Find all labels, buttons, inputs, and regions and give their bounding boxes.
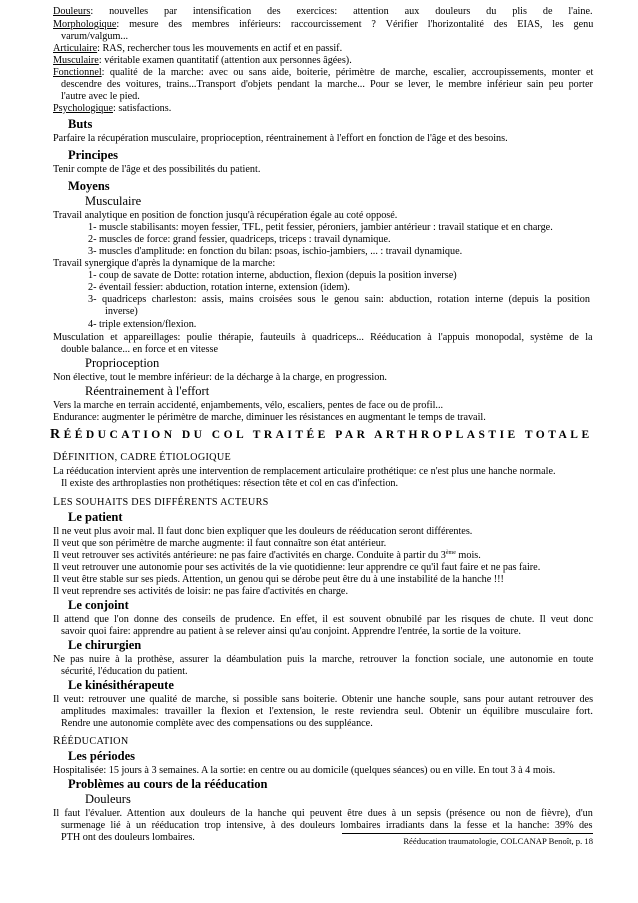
line-text: 2- éventail fessier: abduction, rotation interne, extension (idem).: [88, 282, 350, 293]
heading-initial: L: [53, 496, 61, 508]
line-text: Il veut reprendre ses activités de loisir: ne pas faire d'activités en charge.: [53, 586, 348, 597]
line-text: varum/valgum...: [61, 31, 129, 42]
subsection-heading: Musculaire: [85, 194, 142, 208]
body-line: [53, 538, 386, 550]
line-text: 1- coup de savate de Dotte: rotation interne, abduction, flexion (depuis la position inverse): [88, 270, 457, 281]
body-line: [61, 820, 593, 832]
section-heading: Le conjoint: [68, 598, 129, 612]
superscript: ème: [445, 550, 456, 556]
body-line: [53, 412, 486, 424]
line-text: sécurité, l'éducation du patient.: [61, 666, 188, 677]
part-heading: [53, 451, 231, 464]
line-text: savoir quoi faire: apprendre au patient à se relever ainsi qu'au conjoint. Apprendre l'entrée, la sortie de la voiture.: [61, 626, 521, 637]
line-text: La rééducation intervient après une intervention de remplacement articulaire prothétique: ce n'est plus une hanche normale.: [53, 466, 556, 477]
line-text: 2- muscles de force: grand fessier, quadriceps, triceps : travail dynamique.: [88, 234, 391, 245]
body-line: [53, 133, 508, 145]
line-text: 1- muscle stabilisants: moyen fessier, TFL, petit fessier, péroniers, jambier antérieur : travail statique et en charge.: [88, 222, 553, 233]
heading-initial: R: [50, 427, 64, 442]
line-text: double balance... en force et en vitesse: [61, 344, 218, 355]
inline-label: Psychologique: [53, 103, 113, 114]
line-text: l'autre avec le pied.: [61, 91, 140, 102]
body-line: [61, 31, 128, 43]
body-line: [53, 332, 593, 344]
body-line: [61, 478, 398, 490]
line-text: surmenage lié à un rééducation trop intensive, à des douleurs lombaires irradiants dans la fesse et la hanche: 39% des: [61, 820, 593, 831]
subsection-heading: Réentrainement à l'effort: [85, 384, 210, 398]
inline-label: Douleurs: [53, 6, 91, 17]
line-text: Hospitalisée: 15 jours à 3 semaines. A la sortie: en centre ou au domicile (quelques séances) ou en ville. En tout 3 à 4 mois.: [53, 765, 556, 776]
line-text: Parfaire la récupération musculaire, proprioception, réentrainement à l'effort en fonction de l'âge et des besoins.: [53, 133, 508, 144]
body-line: [53, 614, 593, 626]
line-text: Non élective, tout le membre inférieur: de la décharge à la charge, en progression.: [53, 372, 387, 383]
line-text: Travail analytique en position de fonction jusqu'à récupération égale au coté opposé.: [53, 210, 398, 221]
body-line: [53, 526, 472, 538]
body-line: [88, 270, 457, 282]
line-text: Travail synergique d'après la dynamique de la marche:: [53, 258, 276, 269]
body-line: [61, 666, 188, 678]
line-text: inverse): [105, 306, 138, 317]
line-text: : véritable examen quantitatif (attention aux personnes âgées).: [98, 55, 352, 66]
body-line: [105, 306, 138, 318]
body-line: [61, 832, 195, 844]
section-heading: Le chirurgien: [68, 638, 142, 652]
line-text: descendre des voitures, trains...Transport d'objets pendant la marche... Pour se lever, le membre inférieur sain peu porter: [61, 79, 593, 90]
body-line: [53, 562, 540, 574]
heading-initial: R: [53, 735, 61, 747]
line-text: 3- quadriceps charleston: assis, mains croisées sous le genou sain: abduction, rotation interne (depuis la position: [88, 294, 590, 305]
body-line: [88, 294, 590, 306]
heading-rest: ES SOUHAITS DES DIFFÉRENTS ACTEURS: [60, 497, 269, 508]
body-line: [53, 654, 593, 666]
body-line: [53, 43, 342, 55]
line-text: Il ne veut plus avoir mal. Il faut donc bien expliquer que les douleurs de rééducation seront différentes.: [53, 526, 473, 537]
line-text: : RAS, rechercher tous les mouvements en actif et en passif.: [97, 43, 343, 54]
subsection-heading: Douleurs: [85, 792, 131, 806]
body-line: [88, 319, 196, 331]
body-line: [53, 6, 593, 18]
body-line: [53, 210, 397, 222]
part-heading: [53, 735, 129, 748]
line-text: Il veut que son périmètre de marche augmente: il faut connaître son état antérieur.: [53, 538, 387, 549]
inline-label: Articulaire: [53, 43, 98, 54]
body-line: [53, 400, 443, 412]
line-text: Il faut l'évaluer. Attention aux douleurs de la hanche qui peuvent être dues à un sepsis (présence ou non de fièvre), d'un: [53, 808, 593, 819]
footer-rule: [342, 833, 593, 834]
line-text: Il veut être stable sur ses pieds. Attention, un genou qui se dérobe peut être du à une instabilité de la hanche !!!: [53, 574, 504, 585]
section-heading: Le kinésithérapeute: [68, 678, 174, 692]
body-line: [53, 808, 593, 820]
line-text: Il veut: retrouver une qualité de marche, si possible sans boiterie. Obtenir une hanche souple, sans pour autant retrouver des: [53, 694, 594, 705]
line-text: Musculation et appareillages: poulie thérapie, fauteuils à quadriceps... Rééducation à l'appuis monopodal, système de la: [53, 332, 593, 343]
line-text: Rendre une autonomie complète avec des compensations ou des suppléance.: [61, 718, 373, 729]
chapter-title: [50, 428, 593, 442]
body-line: [61, 718, 373, 730]
body-line: [88, 282, 350, 294]
heading-rest: ÉÉDUCATION DU COL TRAITÉE PAR ARTHROPLASTIE TOTALE: [63, 429, 593, 441]
body-line: [53, 103, 171, 115]
body-line: [61, 706, 593, 718]
inline-label: Fonctionnel: [53, 67, 102, 78]
subsection-heading: Proprioception: [85, 356, 160, 370]
line-text: : mesure des membres inférieurs: raccourcissement ? Vérifier l'horizontalité des EIAS, les genu: [116, 19, 594, 30]
body-line: [53, 550, 481, 562]
line-text-tail: mois.: [455, 550, 481, 561]
body-line: [61, 79, 593, 91]
body-line: [61, 91, 140, 103]
section-heading: Buts: [68, 117, 93, 131]
body-line: [88, 222, 553, 234]
body-line: [53, 164, 260, 176]
line-text: Il veut retrouver une autonomie pour ses activités de la vie quotidienne: leur apprendre ce qu'il faut faire et ne pas faire.: [53, 562, 541, 573]
body-line: [53, 55, 352, 67]
heading-initial: D: [53, 451, 62, 463]
body-line: [53, 466, 556, 478]
inline-label: Morphologique: [53, 19, 117, 30]
section-heading: Le patient: [68, 510, 123, 524]
section-heading: Problèmes au cours de la rééducation: [68, 777, 268, 791]
line-text: 4- triple extension/flexion.: [88, 319, 197, 330]
line-text: : qualité de la marche: avec ou sans aide, boiterie, périmètre de marche, escalier, accroupissements, monter et: [101, 67, 594, 78]
part-heading: [53, 496, 269, 509]
body-line: [53, 372, 387, 384]
section-heading: Les périodes: [68, 749, 136, 763]
section-heading: Moyens: [68, 179, 110, 193]
body-line: [53, 765, 555, 777]
line-text: Il existe des arthroplasties non prothétiques: résection tête et col en cas d'infection.: [61, 478, 399, 489]
heading-rest: ÉÉDUCATION: [60, 736, 129, 747]
line-text: 3- muscles d'amplitude: en fonction du bilan: psoas, ischio-jambiers, ... : travail dynamique.: [88, 246, 463, 257]
page-footer: Rééducation traumatologie, COLCANAP Benoît, p. 18: [403, 836, 593, 846]
line-text: Ne pas nuire à la prothèse, assurer la déambulation puis la marche, retrouver la fonction sociale, une autonomie en toute: [53, 654, 594, 665]
line-text: Endurance: augmenter le périmètre de marche, diminuer les résistances en augmentant le temps de travail.: [53, 412, 486, 423]
body-line: [53, 574, 504, 586]
line-text: : satisfactions.: [113, 103, 172, 114]
body-line: [61, 626, 521, 638]
line-text: Il attend que l'on donne des conseils de prudence. En effet, il est souvent obnubilé par les risques de chute. Il veut donc: [53, 614, 594, 625]
inline-label: Musculaire: [53, 55, 99, 66]
line-text: : nouvelles par intensification des exercices: attention aux douleurs du plis de l'aine.: [90, 6, 593, 17]
line-text: Vers la marche en terrain accidenté, enjambements, vélo, escaliers, pentes de face ou de profil...: [53, 400, 444, 411]
body-line: [88, 246, 462, 258]
body-line: [61, 344, 218, 356]
body-line: [53, 19, 593, 31]
line-text: Il veut retrouver ses activités antérieure: ne pas faire d'activités en charge. Conduite à partir du 3: [53, 550, 446, 561]
body-line: [88, 234, 391, 246]
body-line: [53, 67, 593, 79]
body-line: [53, 694, 593, 706]
body-line: [53, 258, 275, 270]
body-line: [53, 586, 348, 598]
line-text: amplitudes maximales: travailler la flexion et l'extension, le reste reviendra seul. Obtenir un équilibre musculaire fort.: [61, 706, 593, 717]
heading-rest: ÉFINITION, CADRE ÉTIOLOGIQUE: [61, 452, 231, 463]
section-heading: Principes: [68, 148, 118, 162]
line-text: PTH ont des douleurs lombaires.: [61, 832, 195, 843]
line-text: Tenir compte de l'âge et des possibilités du patient.: [53, 164, 261, 175]
